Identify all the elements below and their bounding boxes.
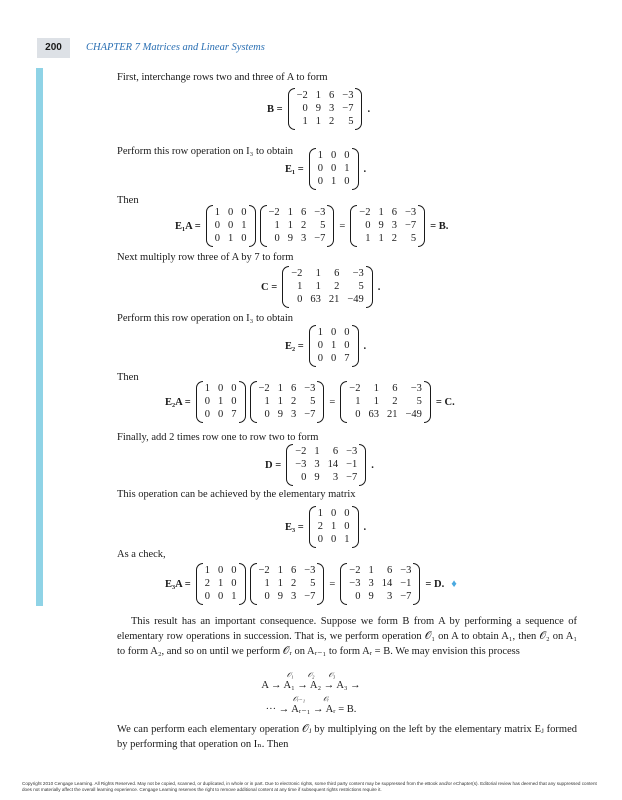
matrix-entry: 0 bbox=[218, 383, 224, 394]
matrix-entry: 2 bbox=[300, 220, 307, 231]
matrix-entry: 63 bbox=[310, 294, 321, 305]
matrix-entry: 7 bbox=[344, 353, 350, 364]
equation-C bbox=[258, 266, 383, 308]
matrix-entry: 1 bbox=[264, 578, 270, 589]
matrix-entry: 3 bbox=[314, 459, 320, 470]
left-paren bbox=[250, 381, 257, 423]
left-paren bbox=[196, 563, 203, 605]
matrix bbox=[288, 88, 363, 130]
right-paren bbox=[366, 266, 373, 308]
matrix-entry: −3 bbox=[352, 268, 364, 279]
matrix-entry: 6 bbox=[391, 207, 397, 218]
matrix-entry: 0 bbox=[331, 353, 337, 364]
matrix-entry: 0 bbox=[344, 521, 350, 532]
matrix-entry: 1 bbox=[214, 207, 221, 218]
left-paren bbox=[196, 381, 203, 423]
matrix-entry: 1 bbox=[331, 176, 337, 187]
matrix-entry: −3 bbox=[304, 383, 316, 394]
matrix-entry: 6 bbox=[290, 383, 297, 394]
matrix-entry: 3 bbox=[386, 591, 393, 602]
right-paren bbox=[317, 563, 324, 605]
matrix-entry: 3 bbox=[300, 233, 307, 244]
matrix-entry: 1 bbox=[218, 578, 224, 589]
matrix-entry: 9 bbox=[277, 591, 283, 602]
matrix-entry: −3 bbox=[295, 459, 307, 470]
chain-2-text: ··· → Aᵣ₋₁ → Aᵣ = B. bbox=[265, 704, 357, 715]
left-paren bbox=[206, 205, 213, 247]
matrix-entry: 0 bbox=[231, 396, 237, 407]
matrix-entry: 0 bbox=[331, 163, 337, 174]
equation-tail: . bbox=[363, 521, 367, 533]
matrix-entry: 1 bbox=[264, 396, 270, 407]
right-paren bbox=[352, 148, 359, 190]
matrix-entry: 0 bbox=[344, 508, 350, 519]
matrix-entry: 6 bbox=[290, 565, 297, 576]
matrix-entry: 0 bbox=[214, 233, 221, 244]
matrix-entry: −2 bbox=[296, 90, 308, 101]
matrix-entry: 6 bbox=[334, 268, 340, 279]
matrix-entry: 1 bbox=[365, 233, 371, 244]
left-paren bbox=[309, 506, 316, 548]
matrix-entry: 0 bbox=[365, 220, 371, 231]
elementary-matrix bbox=[196, 381, 246, 423]
matrix-entry: −2 bbox=[258, 565, 270, 576]
matrix-entry: −7 bbox=[304, 591, 316, 602]
left-paren bbox=[282, 266, 289, 308]
left-paren bbox=[309, 148, 316, 190]
matrix-entry: −49 bbox=[405, 409, 422, 420]
equation-lhs: E₃A = bbox=[165, 578, 191, 590]
equation-lhs: E₃ = bbox=[285, 521, 304, 533]
equation-B bbox=[264, 88, 373, 130]
matrix-entry: 1 bbox=[378, 207, 384, 218]
matrix-entry: 1 bbox=[315, 268, 321, 279]
matrix-entry: 1 bbox=[241, 220, 247, 231]
matrix-entry: 0 bbox=[302, 103, 308, 114]
matrix bbox=[282, 266, 373, 308]
left-paren bbox=[309, 325, 316, 367]
left-paren bbox=[286, 444, 293, 486]
matrix-entry: −3 bbox=[346, 446, 358, 457]
matrix-entry: 0 bbox=[274, 233, 280, 244]
equation-lhs: E₂A = bbox=[165, 396, 191, 408]
equals-sign: = bbox=[339, 220, 346, 232]
matrix-entry: 0 bbox=[228, 207, 234, 218]
matrix-entry: 0 bbox=[204, 396, 211, 407]
matrix-entry: 1 bbox=[277, 396, 283, 407]
matrix-entry: 9 bbox=[315, 103, 322, 114]
equation-lhs: E₁ = bbox=[285, 163, 304, 175]
matrix-entry: −2 bbox=[349, 383, 361, 394]
matrix-entry: −3 bbox=[404, 207, 417, 218]
matrix-entry: 1 bbox=[373, 383, 379, 394]
equation-lhs: B = bbox=[267, 103, 283, 115]
result-matrix bbox=[340, 381, 431, 423]
right-paren bbox=[413, 563, 420, 605]
matrix-entry: −3 bbox=[304, 565, 316, 576]
matrix-entry: 1 bbox=[277, 578, 283, 589]
matrix-entry: 5 bbox=[348, 116, 354, 127]
matrix-entry: 0 bbox=[355, 591, 361, 602]
matrix-entry: −2 bbox=[291, 268, 303, 279]
matrix-entry: −2 bbox=[268, 207, 280, 218]
matrix-A bbox=[250, 563, 325, 605]
matrix-entry: 63 bbox=[368, 409, 379, 420]
matrix-entry: 0 bbox=[264, 591, 270, 602]
matrix-entry: 2 bbox=[290, 396, 297, 407]
matrix-entry: 0 bbox=[317, 353, 324, 364]
matrix-entry: 6 bbox=[300, 207, 307, 218]
equation-E2 bbox=[282, 325, 369, 367]
matrix-entry: 1 bbox=[204, 565, 211, 576]
matrix-entry: 1 bbox=[302, 116, 308, 127]
matrix-entry: 1 bbox=[297, 281, 303, 292]
matrix-entry: 0 bbox=[241, 207, 247, 218]
text-line: Then bbox=[117, 195, 139, 206]
matrix-entry: 0 bbox=[301, 472, 307, 483]
matrix-entry: 1 bbox=[228, 233, 234, 244]
equation-tail: . bbox=[367, 103, 371, 115]
paragraph: This result has an important consequence. Suppose we form B from A by performing a sequence of elementary row operations in succession. That is, we perform operation 𝒪₁ on A to obtain A₁, then 𝒪₂ on A₁ to form A₂, and so on until we perform 𝒪ᵣ on Aᵣ₋₁ to form Aᵣ = B. We may envision this process bbox=[117, 616, 577, 657]
equation-lhs: D = bbox=[265, 459, 282, 471]
paragraph: We can perform each elementary operation 𝒪ⱼ by multiplying on the left by the elementary matrix Eⱼ formed by performing that operation on Iₙ. Then bbox=[117, 724, 577, 750]
matrix-entry: −2 bbox=[359, 207, 371, 218]
end-of-example-icon: ♦ bbox=[451, 578, 457, 590]
matrix-entry: 1 bbox=[218, 396, 224, 407]
right-paren bbox=[317, 381, 324, 423]
matrix-entry: 1 bbox=[277, 565, 283, 576]
matrix-entry: 0 bbox=[317, 340, 324, 351]
matrix-entry: 9 bbox=[378, 220, 384, 231]
matrix-entry: 1 bbox=[355, 396, 361, 407]
text-line: Finally, add 2 times row one to row two to form bbox=[117, 432, 319, 443]
result-matrix bbox=[340, 563, 420, 605]
equation-E3A bbox=[162, 563, 457, 605]
text-line: Perform this row operation on I₃ to obtain bbox=[117, 146, 294, 157]
matrix-entry: −7 bbox=[404, 220, 417, 231]
matrix-entry: 6 bbox=[329, 90, 335, 101]
matrix-entry: 0 bbox=[218, 565, 224, 576]
matrix-entry: 1 bbox=[204, 383, 211, 394]
matrix-entry: −3 bbox=[349, 578, 361, 589]
matrix-entry: 5 bbox=[310, 396, 316, 407]
right-paren bbox=[352, 506, 359, 548]
matrix-entry: 2 bbox=[392, 396, 398, 407]
matrix-entry: 9 bbox=[368, 591, 374, 602]
right-paren bbox=[418, 205, 425, 247]
equals-sign: = bbox=[329, 578, 336, 590]
matrix bbox=[309, 148, 359, 190]
matrix-entry: 0 bbox=[241, 233, 247, 244]
matrix-entry: 2 bbox=[290, 578, 297, 589]
chain-2-ops: 𝒪ᵣ₋₁ 𝒪ᵣ bbox=[292, 695, 330, 703]
equation-tail: = B. bbox=[430, 220, 449, 232]
right-paren bbox=[249, 205, 256, 247]
matrix-entry: −2 bbox=[295, 446, 307, 457]
equation-E1 bbox=[282, 148, 369, 190]
matrix-entry: 2 bbox=[317, 521, 324, 532]
example-sidebar-bar bbox=[36, 68, 43, 606]
matrix-entry: 2 bbox=[204, 578, 211, 589]
matrix-entry: 0 bbox=[331, 150, 337, 161]
matrix-entry: 0 bbox=[331, 327, 337, 338]
equation-E3 bbox=[282, 506, 369, 548]
matrix-entry: 3 bbox=[290, 409, 297, 420]
copyright-notice: Copyright 2010 Cengage Learning. All Rights Reserved. May not be copied, scanned, or duplicated, in whole or in part. Due to electronic rights, some third party content may be suppressed from the eBook and/or eChapter(s). Editorial review has deemed that any suppressed content does not materially affect the overall learning experience. Cengage Learning reserves the right to remove additional content at any time if subsequent rights restrictions require it. bbox=[22, 781, 597, 792]
matrix-entry: 1 bbox=[287, 207, 293, 218]
text-line: Perform this row operation on I₃ to obtain bbox=[117, 313, 294, 324]
matrix-entry: 0 bbox=[297, 294, 303, 305]
matrix-entry: −7 bbox=[342, 103, 354, 114]
matrix-entry: 1 bbox=[315, 281, 321, 292]
equation-lhs: E₂ = bbox=[285, 340, 304, 352]
matrix-entry: 1 bbox=[368, 565, 374, 576]
matrix-entry: 0 bbox=[344, 150, 350, 161]
matrix-entry: 5 bbox=[310, 578, 316, 589]
process-chain-2 bbox=[0, 695, 622, 715]
matrix-entry: −7 bbox=[314, 233, 326, 244]
matrix-entry: 5 bbox=[320, 220, 326, 231]
matrix-entry: 0 bbox=[344, 327, 350, 338]
matrix-entry: 3 bbox=[332, 472, 339, 483]
equation-tail: . bbox=[371, 459, 374, 471]
matrix-entry: 1 bbox=[331, 521, 337, 532]
matrix bbox=[309, 506, 359, 548]
matrix bbox=[286, 444, 366, 486]
matrix-entry: 7 bbox=[231, 409, 237, 420]
matrix-entry: 9 bbox=[277, 409, 283, 420]
equation-E2A bbox=[162, 381, 458, 423]
matrix-entry: −2 bbox=[349, 565, 361, 576]
equation-tail: = C. bbox=[435, 396, 455, 408]
matrix-entry: 5 bbox=[358, 281, 364, 292]
matrix-entry: 0 bbox=[355, 409, 361, 420]
matrix-entry: 2 bbox=[334, 281, 340, 292]
matrix-entry: 1 bbox=[331, 340, 337, 351]
matrix-entry: 1 bbox=[317, 327, 324, 338]
matrix-entry: 1 bbox=[314, 446, 320, 457]
matrix-entry: −2 bbox=[258, 383, 270, 394]
matrix-entry: 14 bbox=[327, 459, 339, 470]
matrix-entry: 1 bbox=[317, 150, 324, 161]
elementary-matrix bbox=[196, 563, 246, 605]
left-paren bbox=[350, 205, 357, 247]
equation-tail: . bbox=[363, 340, 367, 352]
matrix-entry: 0 bbox=[317, 534, 324, 545]
matrix-entry: −7 bbox=[346, 472, 358, 483]
matrix-entry: 9 bbox=[287, 233, 293, 244]
matrix-entry: 1 bbox=[315, 90, 322, 101]
matrix-entry: 5 bbox=[410, 233, 417, 244]
text-line: Then bbox=[117, 372, 139, 383]
right-paren bbox=[327, 205, 334, 247]
right-paren bbox=[355, 88, 362, 130]
matrix-entry: 0 bbox=[214, 220, 221, 231]
matrix-entry: 0 bbox=[231, 565, 237, 576]
matrix-entry: −3 bbox=[314, 207, 326, 218]
equals-sign: = bbox=[329, 396, 336, 408]
left-paren bbox=[250, 563, 257, 605]
matrix-entry: −3 bbox=[342, 90, 354, 101]
matrix-entry: 3 bbox=[368, 578, 374, 589]
right-paren bbox=[359, 444, 366, 486]
matrix-A bbox=[260, 205, 335, 247]
right-paren bbox=[424, 381, 431, 423]
matrix-entry: 1 bbox=[287, 220, 293, 231]
matrix-entry: 1 bbox=[344, 163, 350, 174]
matrix bbox=[309, 325, 359, 367]
matrix-entry: 1 bbox=[373, 396, 379, 407]
text-line: Next multiply row three of A by 7 to form bbox=[117, 252, 294, 263]
right-paren bbox=[352, 325, 359, 367]
elementary-matrix bbox=[206, 205, 256, 247]
matrix-entry: 0 bbox=[204, 409, 211, 420]
matrix-entry: 2 bbox=[329, 116, 335, 127]
matrix-entry: 1 bbox=[344, 534, 350, 545]
matrix-entry: 6 bbox=[386, 565, 393, 576]
matrix-entry: 1 bbox=[277, 383, 283, 394]
chain-1-ops: 𝒪₁ 𝒪₂ 𝒪₃ bbox=[286, 671, 336, 679]
equation-tail: . bbox=[377, 281, 381, 293]
matrix-entry: −1 bbox=[400, 578, 412, 589]
matrix-entry: −3 bbox=[400, 565, 412, 576]
matrix-entry: 0 bbox=[344, 176, 350, 187]
matrix-entry: 6 bbox=[332, 446, 339, 457]
matrix-entry: 0 bbox=[228, 220, 234, 231]
matrix-entry: 0 bbox=[218, 409, 224, 420]
matrix-entry: 9 bbox=[314, 472, 320, 483]
matrix-entry: 1 bbox=[317, 508, 324, 519]
equation-D bbox=[262, 444, 377, 486]
matrix-entry: 0 bbox=[218, 591, 224, 602]
matrix-entry: 0 bbox=[231, 578, 237, 589]
page-number: 200 bbox=[45, 42, 62, 53]
matrix-entry: −3 bbox=[410, 383, 422, 394]
matrix-entry: 3 bbox=[290, 591, 297, 602]
matrix-entry: −7 bbox=[304, 409, 316, 420]
matrix-entry: −7 bbox=[400, 591, 412, 602]
equation-E1A bbox=[172, 205, 451, 247]
matrix-entry: −49 bbox=[347, 294, 364, 305]
left-paren bbox=[260, 205, 267, 247]
matrix-entry: 0 bbox=[264, 409, 270, 420]
result-matrix bbox=[350, 205, 425, 247]
matrix-entry: 5 bbox=[416, 396, 422, 407]
matrix-entry: 21 bbox=[386, 409, 398, 420]
equation-tail: = D. bbox=[425, 578, 445, 590]
left-paren bbox=[340, 563, 347, 605]
matrix-A bbox=[250, 381, 325, 423]
matrix-entry: 21 bbox=[328, 294, 340, 305]
right-paren bbox=[239, 381, 246, 423]
matrix-entry: 2 bbox=[391, 233, 397, 244]
chapter-title: CHAPTER 7 Matrices and Linear Systems bbox=[86, 42, 265, 53]
matrix-entry: 1 bbox=[274, 220, 280, 231]
text-line: This operation can be achieved by the elementary matrix bbox=[117, 489, 356, 500]
matrix-entry: 1 bbox=[378, 233, 384, 244]
equation-lhs: E₁A = bbox=[175, 220, 201, 232]
matrix-entry: 0 bbox=[317, 163, 324, 174]
matrix-entry: 0 bbox=[344, 340, 350, 351]
matrix-entry: 6 bbox=[392, 383, 398, 394]
equation-tail: . bbox=[363, 163, 367, 175]
process-chain-1 bbox=[0, 671, 622, 691]
text-line: First, interchange rows two and three of A to form bbox=[117, 72, 328, 83]
matrix-entry: 1 bbox=[315, 116, 322, 127]
left-paren bbox=[288, 88, 295, 130]
matrix-entry: 0 bbox=[331, 534, 337, 545]
matrix-entry: 0 bbox=[204, 591, 211, 602]
matrix-entry: 3 bbox=[329, 103, 335, 114]
matrix-entry: 0 bbox=[317, 176, 324, 187]
matrix-entry: 3 bbox=[391, 220, 397, 231]
matrix-entry: −1 bbox=[346, 459, 358, 470]
chain-1-text: A → A₁ → A₂ → A₃ → bbox=[261, 680, 361, 691]
matrix-entry: 0 bbox=[231, 383, 237, 394]
text-line: As a check, bbox=[117, 549, 166, 560]
matrix-entry: 0 bbox=[331, 508, 337, 519]
right-paren bbox=[239, 563, 246, 605]
matrix-entry: 14 bbox=[381, 578, 393, 589]
left-paren bbox=[340, 381, 347, 423]
equation-lhs: C = bbox=[261, 281, 278, 293]
matrix-entry: 1 bbox=[231, 591, 237, 602]
